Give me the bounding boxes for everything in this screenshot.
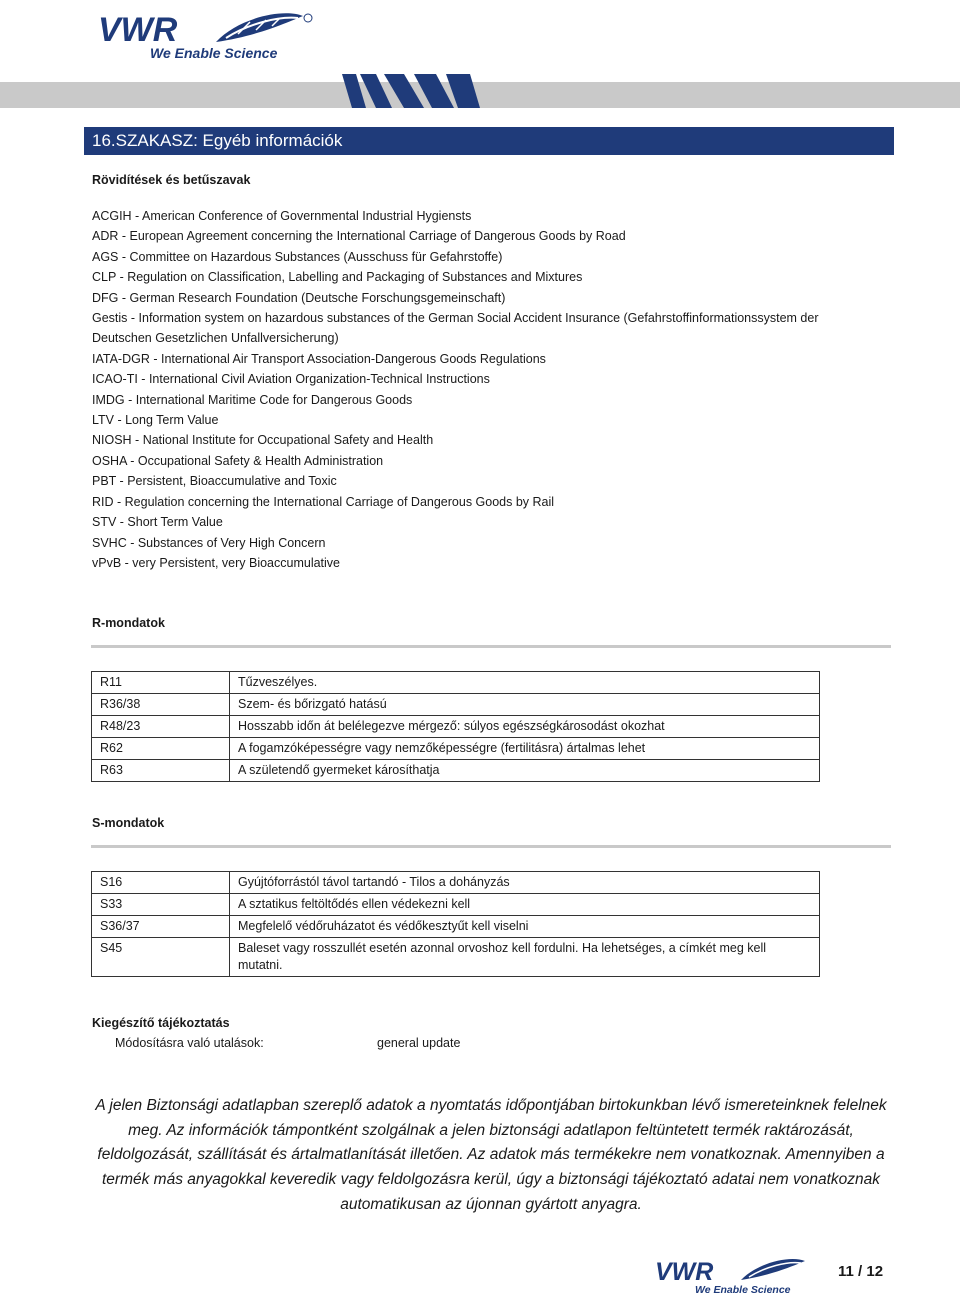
table-row [92,716,820,738]
r-phrases-table [91,671,820,782]
abbreviations-heading: Rövidítések és betűszavak [92,173,251,187]
section-title: 16.SZAKASZ: Egyéb információk [84,127,894,155]
phrase-code: S45 [92,938,230,977]
table-row [92,938,820,977]
list-item: STV - Short Term Value [92,515,223,530]
s-phrases-table [91,871,820,977]
table-row [92,916,820,938]
header-band [0,74,960,108]
phrase-code: R36/38 [92,694,230,716]
list-item: AGS - Committee on Hazardous Substances (Ausschuss für Gefahrstoffe) [92,249,503,264]
phrase-code: R63 [92,760,230,782]
supplementary-heading: Kiegészítő tájékoztatás [92,1016,230,1030]
list-item: SVHC - Substances of Very High Concern [92,535,326,550]
table-row [92,694,820,716]
logo-wordmark: VWR [98,11,178,49]
abbreviations-list [92,206,882,573]
phrase-code: R11 [92,672,230,694]
divider [91,645,891,648]
phrase-text: A fogamzóképességre vagy nemzőképességre (fertilitásra) ártalmas lehet [230,738,820,760]
phrase-text: Szem- és bőrizgató hatású [230,694,820,716]
list-item: DFG - German Research Foundation (Deutsche Forschungsgemeinschaft) [92,290,506,305]
phrase-code: R48/23 [92,716,230,738]
list-item: ACGIH - American Conference of Governmental Industrial Hygiensts [92,209,472,223]
footer-logo-wordmark: VWR [655,1258,714,1286]
disclaimer-text: A jelen Biztonsági adatlapban szereplő adatok a nyomtatás időpontjában birtokunkban lévő ismereteinknek felelnek meg. Az információk támpontként szolgálnak a jelen biztonsági adatlapon feltüntetett termék raktározását, feldolgozását, szállítását és ártalmatlanítását illetően. Az adatok más termékekre nem vonatkoznak. Amennyiben a termék más anyagokkal keveredik vagy feldolgozásra kerül, úgy a biztonsági tájékoztató adatai nem vonatkoznak automatikusan az újonnan gyártott anyagra. [95,1097,887,1213]
list-item: RID - Regulation concerning the International Carriage of Dangerous Goods by Rail [92,494,555,509]
list-item: ADR - European Agreement concerning the International Carriage of Dangerous Goods by Road [92,229,626,244]
list-item: Deutschen Gesetzlichen Unfallversicherung) [92,331,339,346]
vwr-footer-logo [655,1255,815,1295]
list-item: LTV - Long Term Value [92,413,219,428]
list-item: IMDG - International Maritime Code for Dangerous Goods [92,392,413,407]
phrase-text: Gyújtóforrástól távol tartandó - Tilos a dohányzás [230,872,820,894]
phrase-text: A születendő gyermeket károsíthatja [230,760,820,782]
footer-logo-tagline: We Enable Science [695,1284,791,1295]
phrase-text: Baleset vagy rosszullét esetén azonnal orvoshoz kell fordulni. Ha lehetséges, a címkét meg kell mutatni. [230,938,820,977]
table-row [92,672,820,694]
table-row [92,894,820,916]
list-item: IATA-DGR - International Air Transport Association-Dangerous Goods Regulations [92,351,546,366]
phrase-text: Hosszabb időn át belélegezve mérgező: súlyos egészségkárosodást okozhat [230,716,820,738]
revision-label: Módosításra való utalások: [115,1036,264,1050]
list-item: CLP - Regulation on Classification, Labelling and Packaging of Substances and Mixtures [92,270,583,285]
list-item: vPvB - very Persistent, very Bioaccumulative [92,555,340,570]
phrase-code: S33 [92,894,230,916]
list-item: OSHA - Occupational Safety & Health Administration [92,453,384,468]
phrase-code: R62 [92,738,230,760]
phrase-code: S16 [92,872,230,894]
revision-value: general update [377,1036,461,1050]
logo-tagline: We Enable Science [150,45,278,61]
phrase-text: Megfelelő védőruházatot és védőkesztyűt kell viselni [230,916,820,938]
table-row [92,738,820,760]
list-item: NIOSH - National Institute for Occupational Safety and Health [92,433,434,448]
r-phrases-heading: R-mondatok [92,616,165,630]
list-item: Gestis - Information system on hazardous substances of the German Social Accident Insurance (Gefahrstoffinformationssystem der [92,311,819,326]
page-number: 11 / 12 [838,1263,884,1280]
divider [91,845,891,848]
vwr-logo [98,8,318,62]
s-phrases-heading: S-mondatok [92,816,165,830]
table-row [92,760,820,782]
phrase-code: S36/37 [92,916,230,938]
phrase-text: Tűzveszélyes. [230,672,820,694]
phrase-text: A sztatikus feltöltődés ellen védekezni kell [230,894,820,916]
table-row [92,872,820,894]
list-item: PBT - Persistent, Bioaccumulative and Toxic [92,474,337,489]
list-item: ICAO-TI - International Civil Aviation Organization-Technical Instructions [92,372,490,387]
